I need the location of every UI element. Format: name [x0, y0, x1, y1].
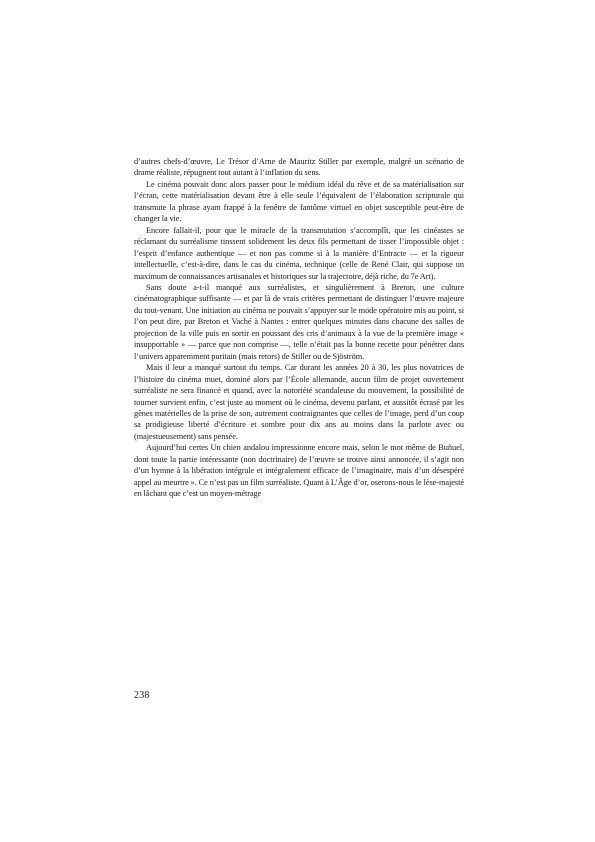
paragraph: Le cinéma pouvait donc alors passer pour le médium idéal du rêve et de sa matérialisation sur l’écran, cette matérialisation devant être à elle seule l’équivalent de l’élaboration scripturale qui transmute la phrase ayant frappé à la fenêtre de fantôme virtuel en objet susceptible peut-être de changer la vie.: [134, 179, 464, 224]
paragraph: d’autres chefs-d’œuvre, Le Trésor d’Arne de Mauritz Stiller par exemple, malgré un scénario de drame réaliste, répugnent tout autant à l’inflation du sens.: [134, 157, 464, 178]
page-body: [134, 156, 464, 500]
paragraph: Encore fallait-il, pour que le miracle de la transmutation s’accomplît, que les cinéastes se réclamant du surréalisme tinssent solidement les deux fils permettant de tisser l’impossible objet : l’esprit d’enfance authentique — et non pas comme si à la manière d’Entracte — et la rigueur intellectuelle, c’est-à-dire, dans le cas du cinéma, technique (celle de René Clair, qui suppose un maximum de connaissances artisanales et historiques sur la trajectoire, déjà riche, du 7e Art).: [134, 225, 464, 281]
paragraph: Aujourd’hui certes Un chien andalou impressionne encore mais, selon le mot même de Buñuel, dont toute la partie intéressante (non doctrinaire) de l’œuvre se trouve ainsi annoncée, il s’agit non d’un hymne à la libération intégrale et intégralement efficace de l’imaginaire, mais d’un désespéré appel au meurtre ». Ce n’est pas un film surréaliste. Quant à L’Âge d’or, oserons-nous le lèse-majesté en lâchant que c’est un moyen-métrage: [134, 443, 464, 499]
page-number: 238: [134, 690, 150, 701]
paragraph: Mais il leur a manqué surtout du temps. Car durant les années 20 à 30, les plus novatrices de l’histoire du cinéma muet, dominé alors par l’École allemande, aucun film de projet ouvertement surréaliste ne sera financé et quand, avec la notoriété scandaleuse du mouvement, la possibilité de tourner survient enfin, c’est juste au moment où le cinéma, devenu parlant, et aussitôt écrasé par les gênes matérielles de la prise de son, autrement contraignantes que celles de l’image, perd d’un coup sa prodigieuse liberté d’écriture et sombre pour dix ans au moins dans la parlote avec ou (majestueusement) sans pensée.: [134, 363, 464, 441]
paragraph: Sans doute a-t-il manqué aux surréalistes, et singulièrement à Breton, une culture cinématographique suffisante — et par là de vrais critères permettant de distinguer l’œuvre majeure du tout-venant. Une initiation au cinéma ne pouvait s’appuyer sur le mode opératoire mis au point, si l’on peut dire, par Breton et Vaché à Nantes : entrer quelques minutes dans chacune des salles de projection de la ville puis en sortir en poussant des cris d’animaux à la vue de la première image « insupportable » — parce que non comprise —, telle n’était pas la bonne recette pour pénétrer dans l’univers apparemment puritain (mais retors) de Stiller ou de Sjöström.: [134, 282, 464, 361]
